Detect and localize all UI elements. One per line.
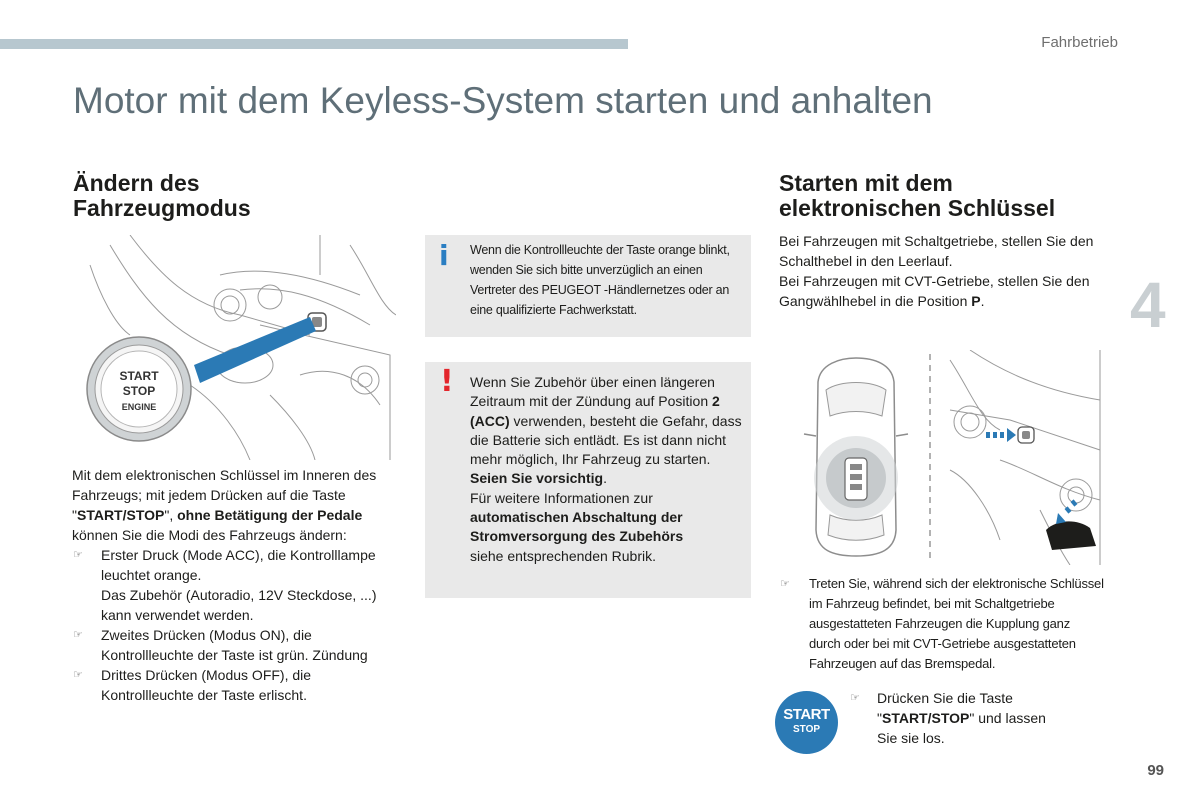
start-stop-badge-icon: START STOP: [775, 691, 838, 754]
button-label-stop: STOP: [122, 384, 156, 398]
bullet-marker-icon: ☞: [780, 578, 790, 590]
page-number: 99: [1147, 762, 1164, 779]
header-rule: [0, 39, 628, 49]
right-heading: Starten mit dem elektronischen Schlüssel: [779, 170, 1056, 221]
section-label: Fahrbetrieb: [1041, 34, 1118, 51]
warning-icon: !: [440, 364, 454, 399]
left-body: [72, 465, 392, 705]
button-label-engine: ENGINE: [121, 402, 157, 412]
info-icon: i: [439, 239, 449, 272]
warning-note-text: Wenn Sie Zubehör über einen längeren Zeitraum mit der Zündung auf Position 2 (ACC) verwenden, besteht die Gefahr, dass die Batterie sich entlädt. Es ist dann nicht mehr möglich, Ihr Fahrzeug zu starten. Seien Sie vorsichtig. Für weitere Informationen zur automatischen Abschaltung der Stromversorgung des Zubehörs siehe entsprechenden Rubrik.: [470, 374, 742, 564]
button-label-start: START: [119, 369, 159, 383]
warning-note: [425, 362, 751, 598]
bullet-marker-icon: ☞: [73, 669, 83, 681]
bullet-marker-icon: ☞: [850, 692, 860, 704]
left-intro: Mit dem elektronischen Schlüssel im Inneren des Fahrzeugs; mit jedem Drücken auf die Taste "START/STOP", ohne Betätigung der Pedale können Sie die Modi des Fahrzeugs ändern:: [72, 467, 377, 543]
left-bullet-3: ☞ Drittes Drücken (Modus OFF), die Kontrollleuchte der Taste erlischt.: [73, 667, 312, 703]
info-note: [425, 235, 751, 337]
right-intro: Bei Fahrzeugen mit Schaltgetriebe, stellen Sie den Schalthebel in den Leerlauf. Bei Fahrzeugen mit CVT-Getriebe, stellen Sie den Gangwählhebel in die Position P.: [779, 233, 1094, 309]
left-bullet-1: ☞ Erster Druck (Mode ACC), die Kontrolllampe leuchtet orange. Das Zubehör (Autoradio, 12V Steckdose, ...) kann verwendet werden.: [73, 547, 377, 623]
bullet-marker-icon: ☞: [73, 629, 83, 641]
car-key-illustration: [800, 350, 1108, 565]
left-heading: Ändern des Fahrzeugmodus: [73, 170, 251, 221]
bullet-marker-icon: ☞: [73, 549, 83, 561]
start-stop-button-illustration: [70, 235, 396, 460]
chapter-number: 4: [1130, 269, 1166, 341]
info-note-text: Wenn die Kontrollleuchte der Taste orange blinkt, wenden Sie sich bitte unverzüglich an einen Vertreter des PEUGEOT -Händlernetzes oder an eine qualifizierte Fachwerkstatt.: [470, 243, 730, 317]
right-bullet-1: ☞ Treten Sie, während sich der elektronische Schlüssel im Fahrzeug befindet, bei mit Schaltgetriebe ausgestatteten Fahrzeugen die Kupplung ganz durch oder bei mit CVT-Getriebe ausgestatteten Fahrzeugen auf das Bremspedal.: [780, 576, 1104, 671]
left-bullet-2: ☞ Zweites Drücken (Modus ON), die Kontrollleuchte der Taste ist grün. Zündung: [73, 627, 368, 663]
page-title: Motor mit dem Keyless-System starten und anhalten: [73, 80, 933, 121]
right-bullet-2: ☞ Drücken Sie die Taste "START/STOP" und lassen Sie sie los.: [850, 690, 1046, 746]
